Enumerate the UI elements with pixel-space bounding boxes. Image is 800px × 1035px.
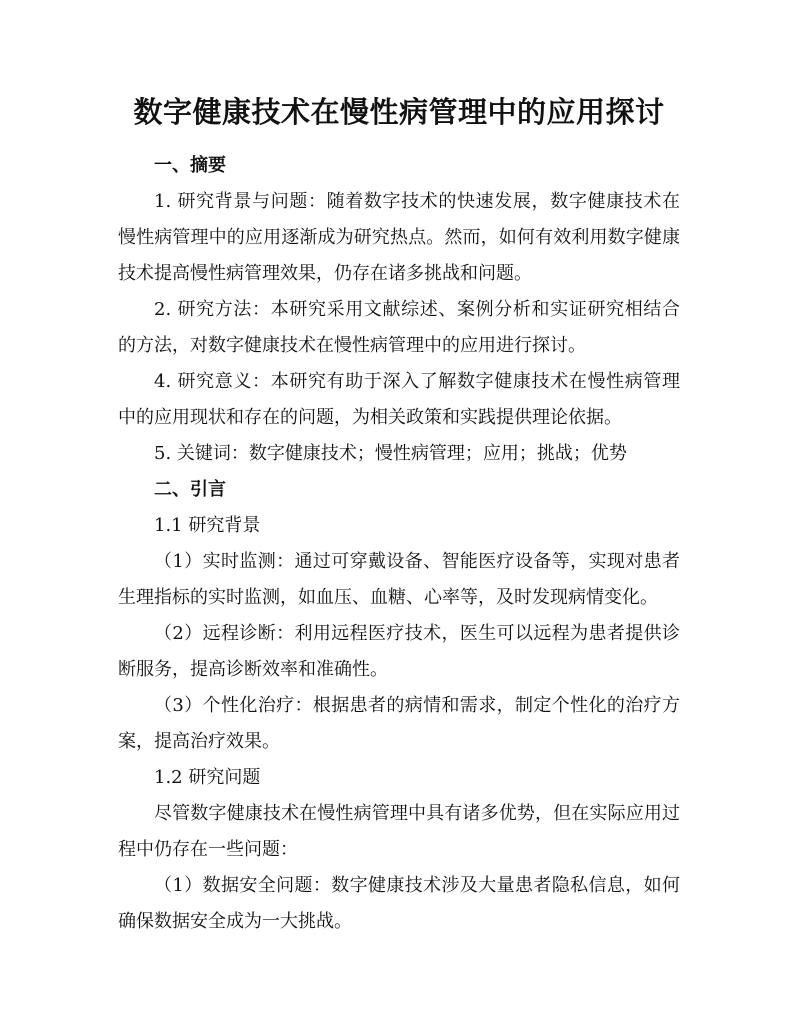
section-abstract-heading: 一、摘要 [154, 155, 226, 176]
abstract-item-significance: 4. 研究意义：本研究有助于深入了解数字健康技术在慢性病管理中的应用现状和存在的问题，为相关政策和实践提供理论依据。 [118, 371, 680, 428]
abstract-item-keywords: 5. 关键词：数字健康技术；慢性病管理；应用；挑战；优势 [154, 443, 627, 464]
abstract-item-methods: 2. 研究方法：本研究采用文献综述、案例分析和实证研究相结合的方法，对数字健康技术在慢性病管理中的应用进行探讨。 [118, 299, 680, 356]
background-item-personalized-treatment: （3）个性化治疗：根据患者的病情和需求，制定个性化的治疗方案，提高治疗效果。 [118, 695, 680, 752]
background-item-monitoring: （1）实时监测：通过可穿戴设备、智能医疗设备等，实现对患者生理指标的实时监测，如血压、血糖、心率等，及时发现病情变化。 [118, 551, 680, 608]
problem-item-data-security: （1）数据安全问题：数字健康技术涉及大量患者隐私信息，如何确保数据安全成为一大挑战。 [118, 875, 680, 932]
background-item-remote-diagnosis: （2）远程诊断：利用远程医疗技术，医生可以远程为患者提供诊断服务，提高诊断效率和准确性。 [118, 623, 680, 680]
document-page [118, 92, 680, 940]
subsection-problems-heading: 1.2 研究问题 [154, 767, 261, 788]
problems-intro: 尽管数字健康技术在慢性病管理中具有诸多优势，但在实际应用过程中仍存在一些问题： [118, 803, 680, 860]
subsection-background-heading: 1.1 研究背景 [154, 515, 261, 536]
section-introduction-heading: 二、引言 [154, 479, 226, 500]
abstract-item-background: 1. 研究背景与问题：随着数字技术的快速发展，数字健康技术在慢性病管理中的应用逐渐成为研究热点。然而，如何有效利用数字健康技术提高慢性病管理效果，仍存在诸多挑战和问题。 [118, 191, 680, 284]
document-title: 数字健康技术在慢性病管理中的应用探讨 [133, 95, 665, 129]
